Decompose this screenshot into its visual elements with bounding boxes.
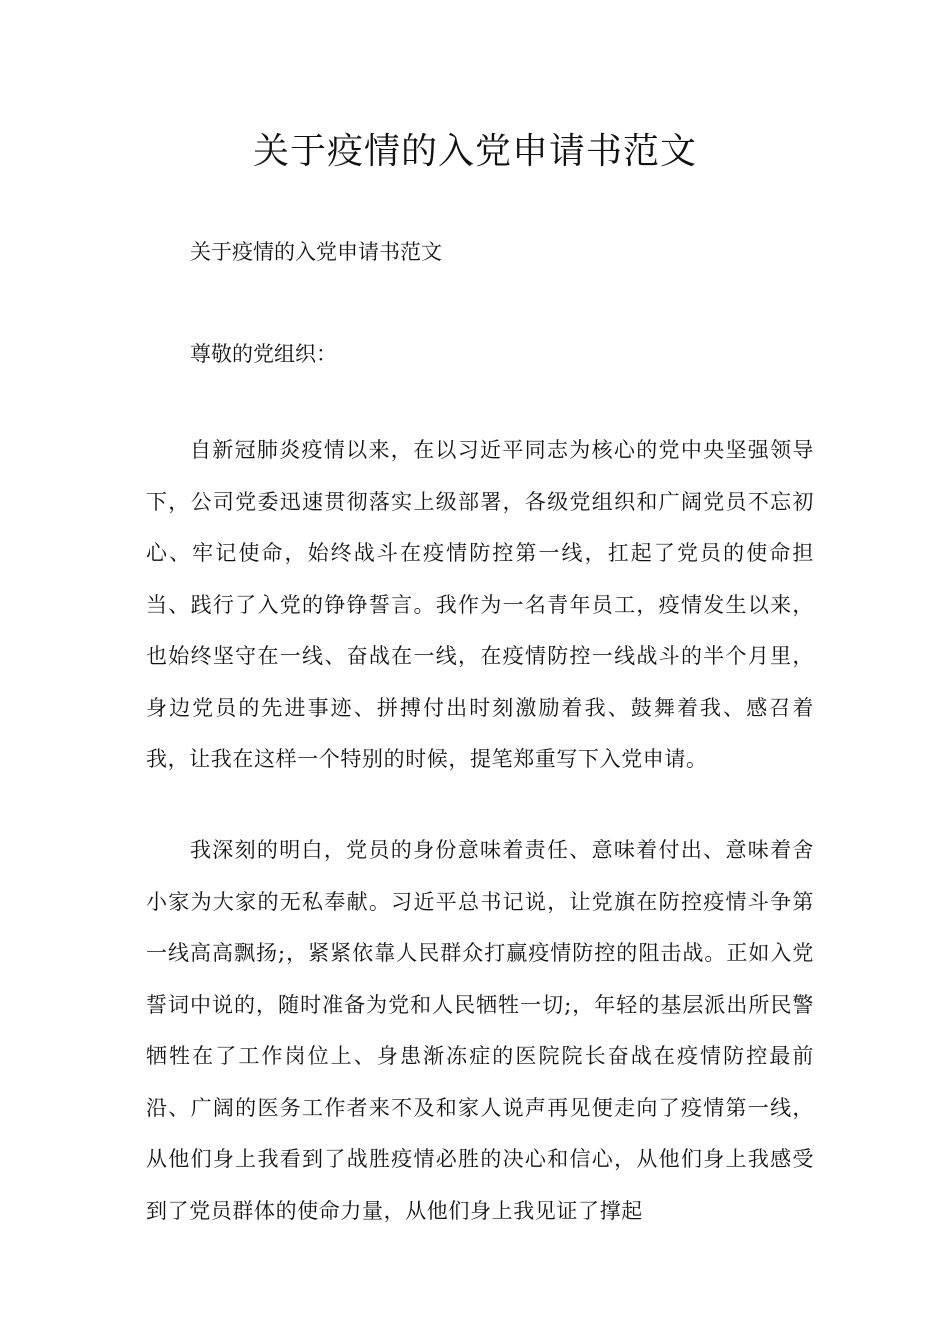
body-paragraph-2: 我深刻的明白，党员的身份意味着责任、意味着付出、意味着舍小家为大家的无私奉献。习近平总书记说，让党旗在防控疫情斗争第一线高高飘扬;，紧紧依靠人民群众打赢疫情防控的阻击战。正如入党誓词中说的，随时准备为党和人民牺牲一切;，年轻的基层派出所民警牺牲在了工作岗位上、身患渐冻症的医院院长奋战在疫情防控最前沿、广阔的医务工作者来不及和家人说声再见便走向了疫情第一线，从他们身上我看到了战胜疫情必胜的决心和信心，从他们身上我感受到了党员群体的使命力量，从他们身上我见证了撑起 — [146, 838, 814, 1223]
document-subtitle: 关于疫情的入党申请书范文 — [190, 240, 442, 264]
body-paragraph-1: 自新冠肺炎疫情以来，在以习近平同志为核心的党中央坚强领导下，公司党委迅速贯彻落实上级部署，各级党组织和广阔党员不忘初心、牢记使命，始终战斗在疫情防控第一线，扛起了党员的使命担当、践行了入党的铮铮誓言。我作为一名青年员工，疫情发生以来，也始终坚守在一线、奋战在一线，在疫情防控一线战斗的半个月里，身边党员的先进事迹、拼搏付出时刻激励着我、鼓舞着我、感召着我，让我在这样一个特别的时候，提笔郑重写下入党申请。 — [146, 438, 814, 771]
document-title: 关于疫情的入党申请书范文 — [252, 131, 697, 172]
salutation: 尊敬的党组织： — [190, 342, 337, 366]
